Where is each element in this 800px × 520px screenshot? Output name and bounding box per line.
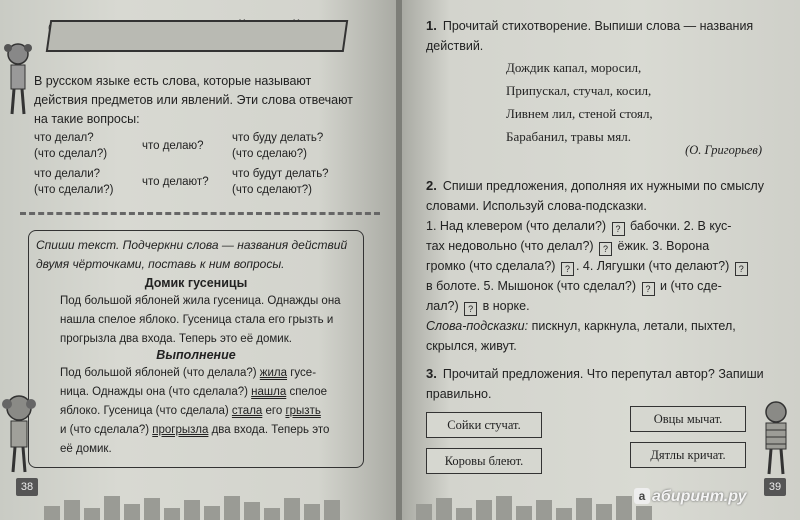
blank-box: ?	[464, 302, 477, 316]
task2	[426, 176, 766, 216]
question-future: что буду делать? (что сделаю?)	[232, 132, 324, 160]
task3-number: 3.	[426, 366, 437, 381]
blank-box: ?	[612, 222, 625, 236]
poem-line: Барабанил, травы мял.	[506, 129, 631, 144]
task2-sentences: 1. Над клевером (что делали?) ? бабочки. 2. В кус- тах недовольно (что делал?) ? ёжик. 3. Ворона громко (что сделала?) ? . 4. Лягушки (что делают?) ? в болоте. 5. Мышонок (что сделал?) ? и (что сде- лал?) ? в норке. Слова-подсказки: пискнул, каркнула, летали, пыхтел, скрылся, живут.	[426, 216, 766, 356]
poem-line: Припускал, стучал, косил,	[506, 83, 652, 98]
story-text: Под большой яблоней жила гусеница. Однажды она нашла спелое яблоко. Гусеница стала его грызть и прогрызла два входа. Теперь это её домик.	[60, 295, 341, 345]
section-divider	[20, 212, 380, 215]
poem-author: (О. Григорьев)	[685, 143, 762, 157]
watermark-text: абиринт.ру	[652, 488, 747, 505]
right-page	[402, 0, 800, 520]
page-number-right: 39	[764, 478, 786, 496]
task2-text: Спиши предложения, дополняя их нужными по смыслу словами. Используй слова-подсказки.	[426, 179, 764, 213]
answer-box: Коровы блеют.	[426, 448, 542, 474]
question-future-plural: что будут делать? (что сделают?)	[232, 168, 329, 196]
task1-number: 1.	[426, 18, 437, 33]
hints-text: пискнул, каркнула, летали, пыхтел, скрылся, живут.	[426, 319, 736, 353]
left-page	[0, 0, 398, 520]
bottom-decoration-right	[416, 494, 652, 520]
question-present-plural: что делают?	[142, 176, 209, 188]
question-present: что делаю?	[142, 140, 204, 152]
title-banner	[48, 20, 346, 52]
boy-illustration-icon	[758, 400, 794, 478]
watermark-logo-icon: а	[634, 488, 650, 504]
hints-label: Слова-подсказки:	[426, 319, 529, 333]
story-title: Домик гусеницы	[144, 276, 248, 290]
solution-text: Под большой яблоней (что делала?) жила гусе- ница. Однажды она (что сделала?) нашла спелое яблоко. Гусеница (что сделала) стала его грызть и (что сделала?) прогрызла два входа. Теперь это её домик.	[60, 367, 330, 455]
question-past: что делал? (что сделал?)	[34, 132, 108, 160]
solution-title: Выполнение	[156, 348, 236, 362]
blank-box: ?	[642, 282, 655, 296]
poem-line: Ливнем лил, стеной стоял,	[506, 106, 653, 121]
task3	[426, 364, 766, 404]
blank-box: ?	[735, 262, 748, 276]
poem	[506, 56, 756, 148]
intro-text: В русском языке есть слова, которые называют действия предметов или явлений. Эти слова отвечают на такие вопросы:	[34, 74, 353, 126]
task1-text: Прочитай стихотворение. Выпиши слова — названия действий.	[426, 19, 754, 53]
question-past-plural: что делали? (что сделали?)	[34, 168, 114, 196]
answer-box: Дятлы кричат.	[630, 442, 746, 468]
title-frame	[46, 20, 348, 52]
blank-box: ?	[561, 262, 574, 276]
poem-line: Дождик капал, моросил,	[506, 60, 642, 75]
blank-box: ?	[599, 242, 612, 256]
girl-bottom-illustration-icon	[2, 392, 36, 476]
task2-number: 2.	[426, 178, 437, 193]
page-number-left: 38	[16, 478, 38, 496]
answer-box: Овцы мычат.	[630, 406, 746, 432]
task1	[426, 16, 766, 56]
girl-illustration-icon	[2, 40, 34, 120]
task3-text: Прочитай предложения. Что перепутал автор? Запиши правильно.	[426, 367, 764, 401]
task-instruction: Спиши текст. Подчеркни слова — названия действий двумя чёрточками, поставь к ним вопросы.	[36, 238, 348, 271]
answer-box: Сойки стучат.	[426, 412, 542, 438]
bottom-decoration-left	[44, 494, 340, 520]
